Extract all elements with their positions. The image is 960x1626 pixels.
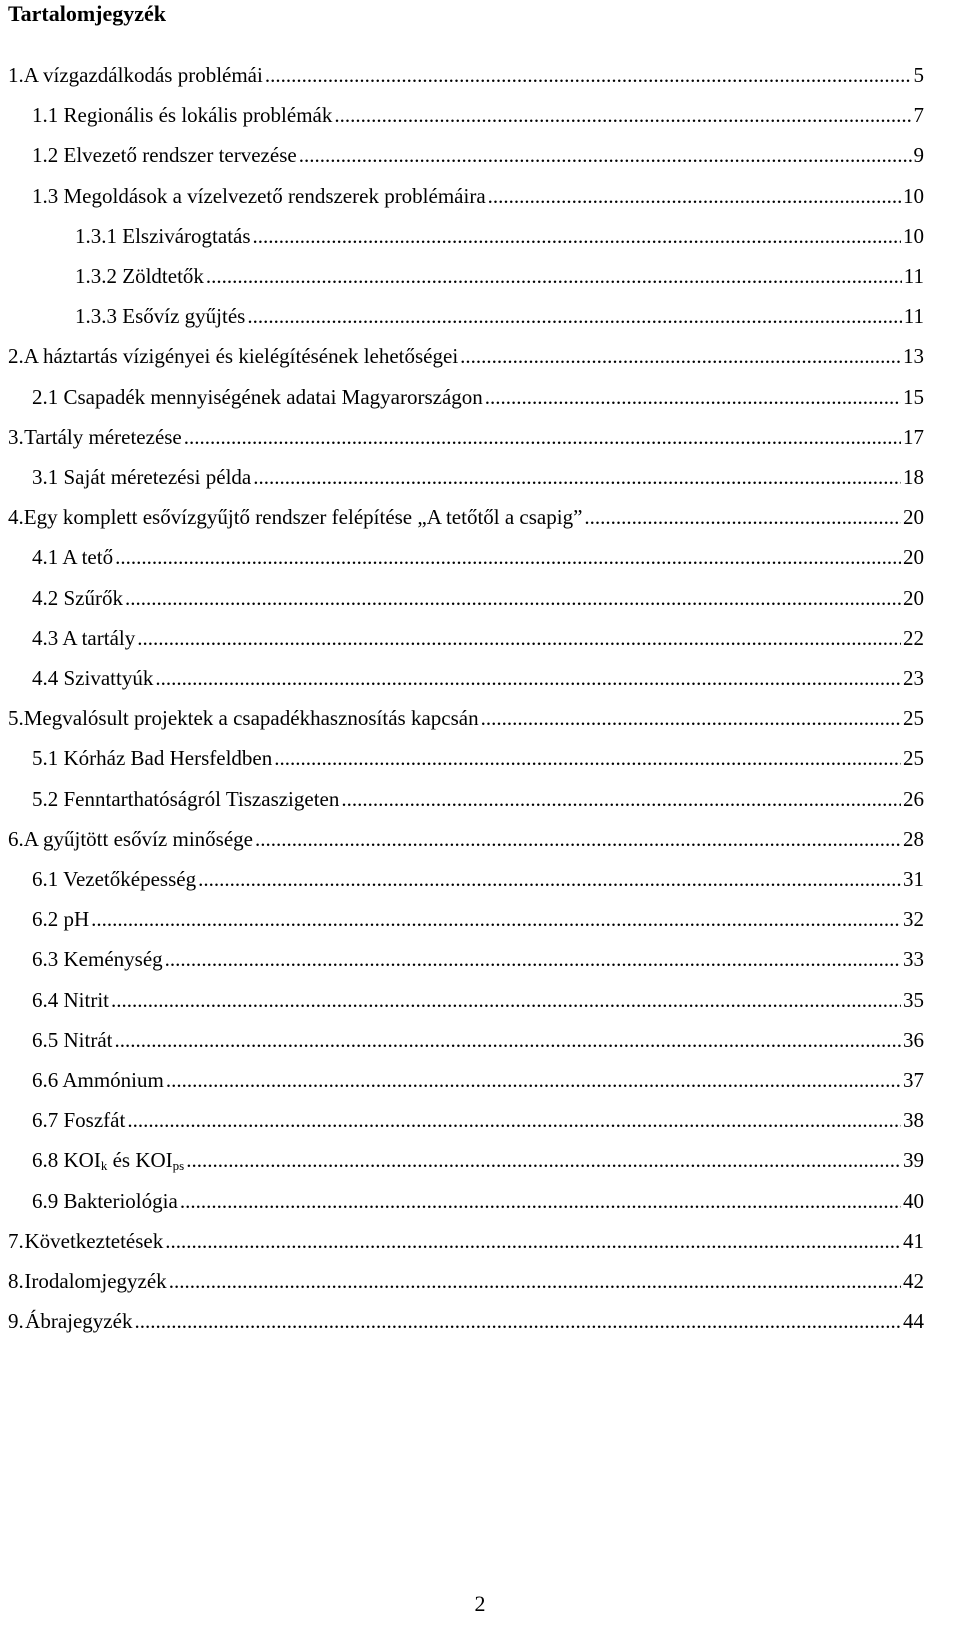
toc-entry[interactable]: [32, 100, 924, 130]
toc-entry-title: Következtetések: [24, 1228, 164, 1253]
toc-entry[interactable]: [32, 181, 924, 211]
dot-leader: [299, 140, 912, 170]
toc-entry-page: 38: [903, 1108, 924, 1133]
toc-entry[interactable]: [32, 382, 924, 412]
toc-entry-title: Irodalomjegyzék: [24, 1269, 167, 1293]
dot-leader: [111, 985, 901, 1015]
toc-entry-title: 1.3 Megoldások a vízelvezető rendszerek problémáira: [32, 183, 486, 208]
toc-entry-page: 41: [903, 1228, 924, 1253]
toc-entry[interactable]: [32, 1025, 924, 1055]
toc-entry-page: 35: [903, 987, 924, 1012]
toc-entry-page: 15: [903, 384, 924, 409]
dot-leader: [166, 1065, 901, 1095]
dot-leader: [334, 100, 911, 130]
toc-entry[interactable]: [32, 1186, 924, 1216]
toc-entry-page: 33: [903, 947, 924, 972]
toc-entry-title: 6.6 Ammónium: [32, 1068, 164, 1092]
toc-entry-page: 40: [903, 1188, 924, 1213]
dot-leader: [206, 261, 902, 291]
toc-entry-page: 20: [903, 545, 924, 570]
toc-entry-number: 8.: [8, 1269, 24, 1293]
dot-leader: [165, 1226, 901, 1256]
toc-entry[interactable]: [32, 743, 924, 773]
toc-entry-page: 7: [913, 103, 924, 128]
toc-entry-page: 32: [903, 907, 924, 932]
toc-entry-title: 5.1 Kórház Bad Hersfeldben: [32, 746, 273, 771]
toc-entry[interactable]: [8, 502, 924, 532]
toc-entry[interactable]: [8, 1306, 924, 1336]
toc-entry[interactable]: [32, 985, 924, 1015]
toc-entry-title: 6.5 Nitrát: [32, 1027, 113, 1052]
toc-entry-number: 9.: [8, 1309, 24, 1334]
toc-entry-page: 23: [903, 666, 924, 690]
toc-entry-title: A vízgazdálkodás problémái: [23, 63, 263, 87]
toc-entry-page: 18: [903, 465, 924, 489]
toc-entry-title: 6.1 Vezetőképesség: [32, 867, 197, 891]
toc-entry-title: 5.2 Fenntarthatóságról Tiszaszigeten: [32, 786, 340, 811]
toc-entry[interactable]: [75, 261, 924, 291]
toc-entry[interactable]: [8, 1266, 924, 1296]
dot-leader: [253, 221, 901, 251]
dot-leader: [584, 502, 901, 532]
toc-entry-title: 4.3 A tartály: [32, 625, 136, 650]
dot-leader: [115, 542, 901, 572]
dot-leader: [155, 663, 901, 693]
toc-entry[interactable]: [32, 904, 924, 934]
toc-entry[interactable]: [32, 462, 924, 492]
dot-leader: [253, 462, 901, 492]
toc-entry[interactable]: [8, 341, 924, 371]
toc-entry-number: 1.: [8, 63, 24, 87]
toc-entry-page: 10: [903, 183, 924, 208]
toc-entry-number: 5.: [8, 706, 24, 731]
toc-entry-title: 6.9 Bakteriológia: [32, 1188, 178, 1213]
toc-entry-page: 20: [903, 585, 924, 610]
toc-entry[interactable]: [32, 623, 924, 653]
toc-entry[interactable]: [8, 824, 924, 854]
dot-leader: [341, 784, 901, 814]
toc-entry-page: 13: [903, 344, 924, 369]
page-title: Tartalomjegyzék: [8, 1, 167, 26]
toc-entry[interactable]: [32, 1105, 924, 1135]
toc-entry-title: Egy komplett esővízgyűjtő rendszer felépítése „A tetőtől a csapig”: [23, 505, 583, 530]
toc-entry-number: 7.: [8, 1228, 24, 1253]
dot-leader: [114, 1025, 901, 1055]
toc-entry-title: Tartály méretezése: [24, 424, 182, 449]
toc-entry-title: 6.2 pH: [32, 907, 90, 932]
toc-entry[interactable]: [75, 221, 924, 251]
toc-entry[interactable]: [75, 301, 924, 331]
toc-entry[interactable]: [32, 944, 924, 974]
toc-entry-page: 25: [903, 706, 924, 731]
toc-entry[interactable]: [32, 583, 924, 613]
toc-entry-page: 44: [903, 1309, 924, 1334]
dot-leader: [255, 824, 901, 854]
toc-entry-title: 3.1 Saját méretezési példa: [32, 465, 252, 489]
toc-entry-title: Megvalósult projektek a csapadékhasznosítás kapcsán: [23, 706, 479, 731]
toc-entry-title: 6.8 $KOI_k$ és $KOI_{ps}$: [32, 1148, 185, 1174]
toc-entry-page: 37: [903, 1068, 924, 1092]
dot-leader: [481, 703, 901, 733]
page-number: 2: [474, 1591, 486, 1616]
toc-entry-page: 26: [903, 786, 924, 811]
toc-entry-number: 4.: [8, 505, 24, 530]
dot-leader: [274, 743, 901, 773]
toc-entry-title: 2.1 Csapadék mennyiségének adatai Magyarországon: [32, 384, 483, 409]
dot-leader: [134, 1306, 901, 1336]
toc-entry[interactable]: [32, 663, 924, 693]
toc-entry-page: 17: [903, 424, 924, 449]
dot-leader: [165, 944, 901, 974]
dot-leader: [137, 623, 901, 653]
toc-entry-title: 6.4 Nitrit: [32, 987, 109, 1012]
toc-entry-title: 1.1 Regionális és lokális problémák: [32, 103, 333, 128]
toc-entry-page: 10: [903, 223, 924, 248]
dot-leader: [125, 583, 901, 613]
toc-entry-title: 4.1 A tető: [32, 545, 114, 570]
toc-entry[interactable]: [8, 422, 924, 452]
toc-entry-title: 4.4 Szivattyúk: [32, 666, 154, 690]
toc-entry-page: 39: [903, 1148, 924, 1173]
toc-entry-page: 31: [903, 867, 924, 891]
toc-entry-title: 6.7 Foszfát: [32, 1108, 126, 1133]
dot-leader: [488, 181, 901, 211]
toc-entry-page: 28: [903, 826, 924, 851]
toc-entry-page: 11: [903, 304, 924, 329]
toc-entry[interactable]: [32, 784, 924, 814]
toc-entry-title: Ábrajegyzék: [25, 1309, 133, 1334]
dot-leader: [180, 1186, 901, 1216]
toc-entry-page: 36: [903, 1027, 924, 1052]
toc-entry-title: 6.3 Keménység: [32, 947, 163, 972]
toc-entry[interactable]: [32, 864, 924, 894]
toc-entry[interactable]: [32, 140, 924, 170]
toc-entry-number: 2.: [8, 344, 24, 369]
toc-entry[interactable]: [32, 1065, 924, 1095]
toc-entry-number: 3.: [8, 424, 24, 449]
toc-entry-page: 5: [913, 63, 924, 87]
dot-leader: [485, 382, 901, 412]
toc-entry-title: A háztartás vízigényei és kielégítésének lehetőségei: [23, 344, 459, 369]
toc-entry[interactable]: [32, 542, 924, 572]
dot-leader: [265, 60, 912, 90]
toc-entry[interactable]: [8, 1226, 924, 1256]
dot-leader: [184, 422, 901, 452]
toc-entry-title: 1.2 Elvezető rendszer tervezése: [32, 143, 297, 168]
toc-entry-page: 20: [903, 505, 924, 530]
dot-leader: [460, 341, 901, 371]
dot-leader: [198, 864, 901, 894]
toc-entry[interactable]: [8, 703, 924, 733]
toc-entry-title: 1.3.2 Zöldtetők: [75, 264, 204, 288]
dot-leader: [169, 1266, 901, 1296]
toc-entry-page: 11: [903, 264, 924, 288]
toc-entry-page: 9: [913, 143, 924, 168]
toc-entry[interactable]: [8, 60, 924, 90]
dot-leader: [186, 1145, 901, 1175]
toc-entry-title: 1.3.1 Elszivárogtatás: [75, 223, 251, 248]
toc-entry-page: 25: [903, 746, 924, 771]
dot-leader: [247, 301, 901, 331]
toc-entry-title: 1.3.3 Esővíz gyűjtés: [75, 304, 246, 329]
toc-entry-page: 22: [903, 625, 924, 650]
toc-entry[interactable]: [32, 1145, 924, 1175]
toc-entry-title: 4.2 Szűrők: [32, 585, 123, 610]
toc-entry-title: A gyűjtött esővíz minősége: [23, 826, 253, 851]
toc-entry-page: 42: [903, 1269, 924, 1293]
toc-entry-number: 6.: [8, 826, 24, 851]
dot-leader: [91, 904, 901, 934]
dot-leader: [127, 1105, 901, 1135]
